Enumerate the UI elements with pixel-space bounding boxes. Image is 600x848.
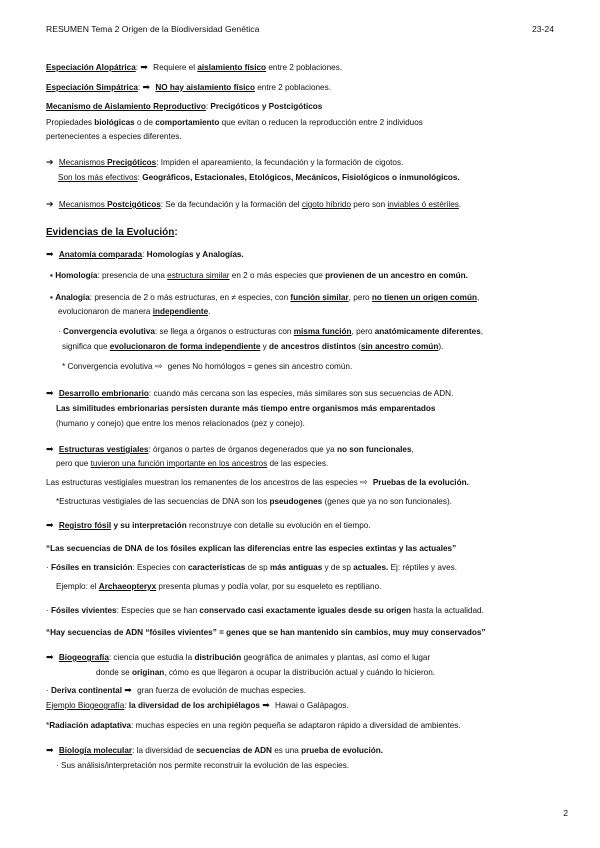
text-line: ➡ Anatomía comparada: Homologías y Analogías. <box>46 249 244 259</box>
header-title: RESUMEN Tema 2 Origen de la Biodiversidad Genética <box>46 24 260 34</box>
text-line: ➡ Registro fósil y su interpretación reconstruye con detalle su evolución en el tiempo. <box>46 520 371 530</box>
text-line: *Estructuras vestigiales de las secuencias de DNA son los pseudogenes (genes que ya no son funcionales). <box>56 497 452 506</box>
text-line: *Radiación adaptativa: muchas especies en una región pequeña se adaptaron rápido a diversidad de ambientes. <box>46 721 461 730</box>
page-header <box>46 24 554 34</box>
text-line: significa que evolucionaron de forma independiente y de ancestros distintos (sin ancestro común). <box>62 342 444 351</box>
text-line: · Deriva continental ➡ gran fuerza de evolución de muchas especies. <box>46 685 306 695</box>
text-line: · Fósiles vivientes: Especies que se han conservado casi exactamente iguales desde su origen hasta la actualidad. <box>46 606 484 615</box>
text-line: ▪ Homología: presencia de una estructura similar en 2 o más especies que provienen de un ancestro en común. <box>50 271 468 280</box>
text-line: Especiación Simpátrica: ➡ NO hay aislamiento físico entre 2 poblaciones. <box>46 82 331 92</box>
text-line: ➡ Estructuras vestigiales: órganos o partes de órganos degenerados que ya no son funcionales, <box>46 444 414 454</box>
text-line: ➡ Biología molecular: la diversidad de secuencias de ADN es una prueba de evolución. <box>46 745 384 755</box>
text-line: “Hay secuencias de ADN “fósiles vivientes” = genes que se han mantenido sin cambios, muy muy conservados” <box>46 628 486 637</box>
text-line: Mecanismo de Aislamiento Reproductivo: Precigóticos y Postcigóticos <box>46 102 323 111</box>
text-line: pero que tuvieron una función importante en los ancestros de las especies. <box>56 459 329 468</box>
text-line: ➡ Desarrollo embrionario: cuando más cercana son las especies, más similares son sus secuencias de ADN. <box>46 388 454 398</box>
text-line: ➡ Biogeografía: ciencia que estudia la distribución geográfica de animales y plantas, así como el lugar <box>46 652 431 662</box>
text-line: ▪ Analogía: presencia de 2 o más estructuras, en ≠ especies, con función similar, pero no tienen un origen común, <box>50 293 480 302</box>
text-line: “Las secuencias de DNA de los fósiles explican las diferencias entre las especies extintas y las actuales” <box>46 544 457 553</box>
text-line: · Sus análisis/interpretación nos permite reconstruir la evolución de las especies. <box>56 761 350 770</box>
text-line: Son los más efectivos: Geográficos, Estacionales, Etológicos, Mecánicos, Fisiológicos o inmunológicos. <box>58 173 460 182</box>
text-line: Las similitudes embrionarias persisten durante más tiempo entre organismos más emparentados <box>56 404 436 413</box>
header-year: 23-24 <box>532 24 554 34</box>
text-line: · Convergencia evolutiva: se llega a órganos o estructuras con misma función, pero anatómicamente diferentes, <box>58 327 484 336</box>
text-line: Evidencias de la Evolución: <box>46 227 178 238</box>
text-line: evolucionaron de manera independiente. <box>58 307 211 316</box>
text-line: · Fósiles en transición: Especies con características de sp más antiguas y de sp actuales. Ej: réptiles y aves. <box>46 563 457 572</box>
text-line: (humano y conejo) que entre los menos relacionados (pez y conejo). <box>56 419 305 428</box>
text-line: Especiación Alopátrica: ➡ Requiere el aislamiento físico entre 2 poblaciones. <box>46 62 343 72</box>
text-line: Las estructuras vestigiales muestran los remanentes de los ancestros de las especies ⇨ Pruebas de la evolución. <box>46 477 469 487</box>
text-line: donde se originan, cómo es que llegaron a ocupar la distribución actual y cuándo lo hicieron. <box>96 668 436 677</box>
text-line: Propiedades biológicas o de comportamiento que evitan o reducen la reproducción entre 2 individuos <box>46 118 423 127</box>
page-number: 2 <box>563 808 568 818</box>
text-line: Ejemplo Biogeografía: la diversidad de los archipiélagos ➡ Hawai o Galápagos. <box>46 700 349 710</box>
text-line: ➔ Mecanismos Postcigóticos: Se da fecundación y la formación del cigoto híbrido pero son inviables ó estériles. <box>46 199 462 209</box>
text-line: ➔ Mecanismos Precigóticos: Impiden el apareamiento, la fecundación y la formación de cigotos. <box>46 157 404 167</box>
text-line: pertenecientes a especies diferentes. <box>46 132 182 141</box>
text-line: * Convergencia evolutiva ⇨ genes No homólogos = genes sin ancestro común. <box>62 361 353 371</box>
text-line: Ejemplo: el Archaeopteryx presenta plumas y podía volar, por su esqueleto es reptiliano. <box>56 582 382 591</box>
